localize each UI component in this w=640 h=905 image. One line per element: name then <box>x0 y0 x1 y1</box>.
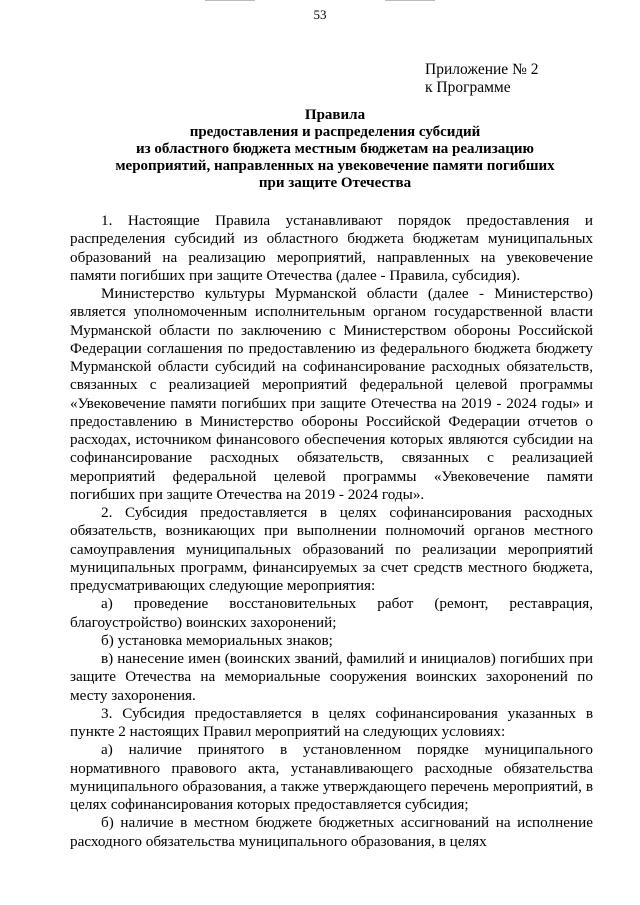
list-item: а) наличие принятого в установленном порядке муниципального нормативного правового акта, устанавливающего расходные обязательства муниципального образования, а также утверждающего перечень мероприятий, в целях софинансирования которых предоставляется субсидия; <box>70 741 593 813</box>
title-line: Правила <box>304 107 366 123</box>
page-number: 53 <box>313 7 327 22</box>
paragraph: 3. Субсидия предоставляется в целях софинансирования указанных в пункте 2 настоящих Правил мероприятий на следующих условиях: <box>70 704 593 740</box>
appendix-reference <box>425 61 538 97</box>
top-edge-rule <box>205 0 255 1</box>
title-line: из областного бюджета местным бюджетам на реализацию <box>136 141 534 157</box>
paragraph: Министерство культуры Мурманской области (далее - Министерство) является уполномоченным исполнительным органом государственной власти Мурманской области по заключению с Министерством обороны Российской Федерации соглашения по предоставлению из федерального бюджета бюджету Мурманской области субсидий на софинансирование расходных обязательств, связанных с реализацией мероприятий федеральной целевой программы «Увековечение памяти погибших при защите Отечества на 2019 - 2024 годы» и предоставлению в Министерство обороны Российской Федерации отчетов о расходах, источником финансового обеспечения которых являются субсидии на софинансирование расходных обязательств, связанных с реализацией мероприятий федеральной целевой программы «Увековечение памяти погибших при защите Отечества на 2019 - 2024 годы». <box>70 285 593 503</box>
title-line: при защите Отечества <box>258 175 412 191</box>
title-line: предоставления и распределения субсидий <box>189 124 481 140</box>
title-line: мероприятий, направленных на увековечение памяти погибших <box>115 158 555 174</box>
list-item: в) нанесение имен (воинских званий, фамилий и инициалов) погибших при защите Отечества на мемориальные сооружения воинских захоронений по месту захоронения. <box>70 650 593 704</box>
paragraph: 1. Настоящие Правила устанавливают порядок предоставления и распределения субсидий из областного бюджета бюджетам муниципальных образований на реализацию мероприятий, направленных на увековечение памяти погибших при защите Отечества (далее - Правила, субсидия). <box>70 212 593 284</box>
top-edge-rule <box>385 0 435 1</box>
document-title <box>60 107 610 192</box>
appendix-line: Приложение № 2 <box>425 61 539 78</box>
list-item: б) наличие в местном бюджете бюджетных ассигнований на исполнение расходного обязательства муниципального образования, в целях <box>70 814 593 850</box>
list-item: б) установка мемориальных знаков; <box>101 631 333 649</box>
document-body <box>70 212 593 851</box>
appendix-line: к Программе <box>425 79 511 96</box>
list-item: а) проведение восстановительных работ (ремонт, реставрация, благоустройство) воинских захоронений; <box>70 595 593 631</box>
paragraph: 2. Субсидия предоставляется в целях софинансирования расходных обязательств, возникающих при выполнении полномочий органов местного самоуправления муниципальных образований по реализации мероприятий муниципальных программ, финансируемых за счет средств местного бюджета, предусматривающих следующие мероприятия: <box>70 504 593 594</box>
